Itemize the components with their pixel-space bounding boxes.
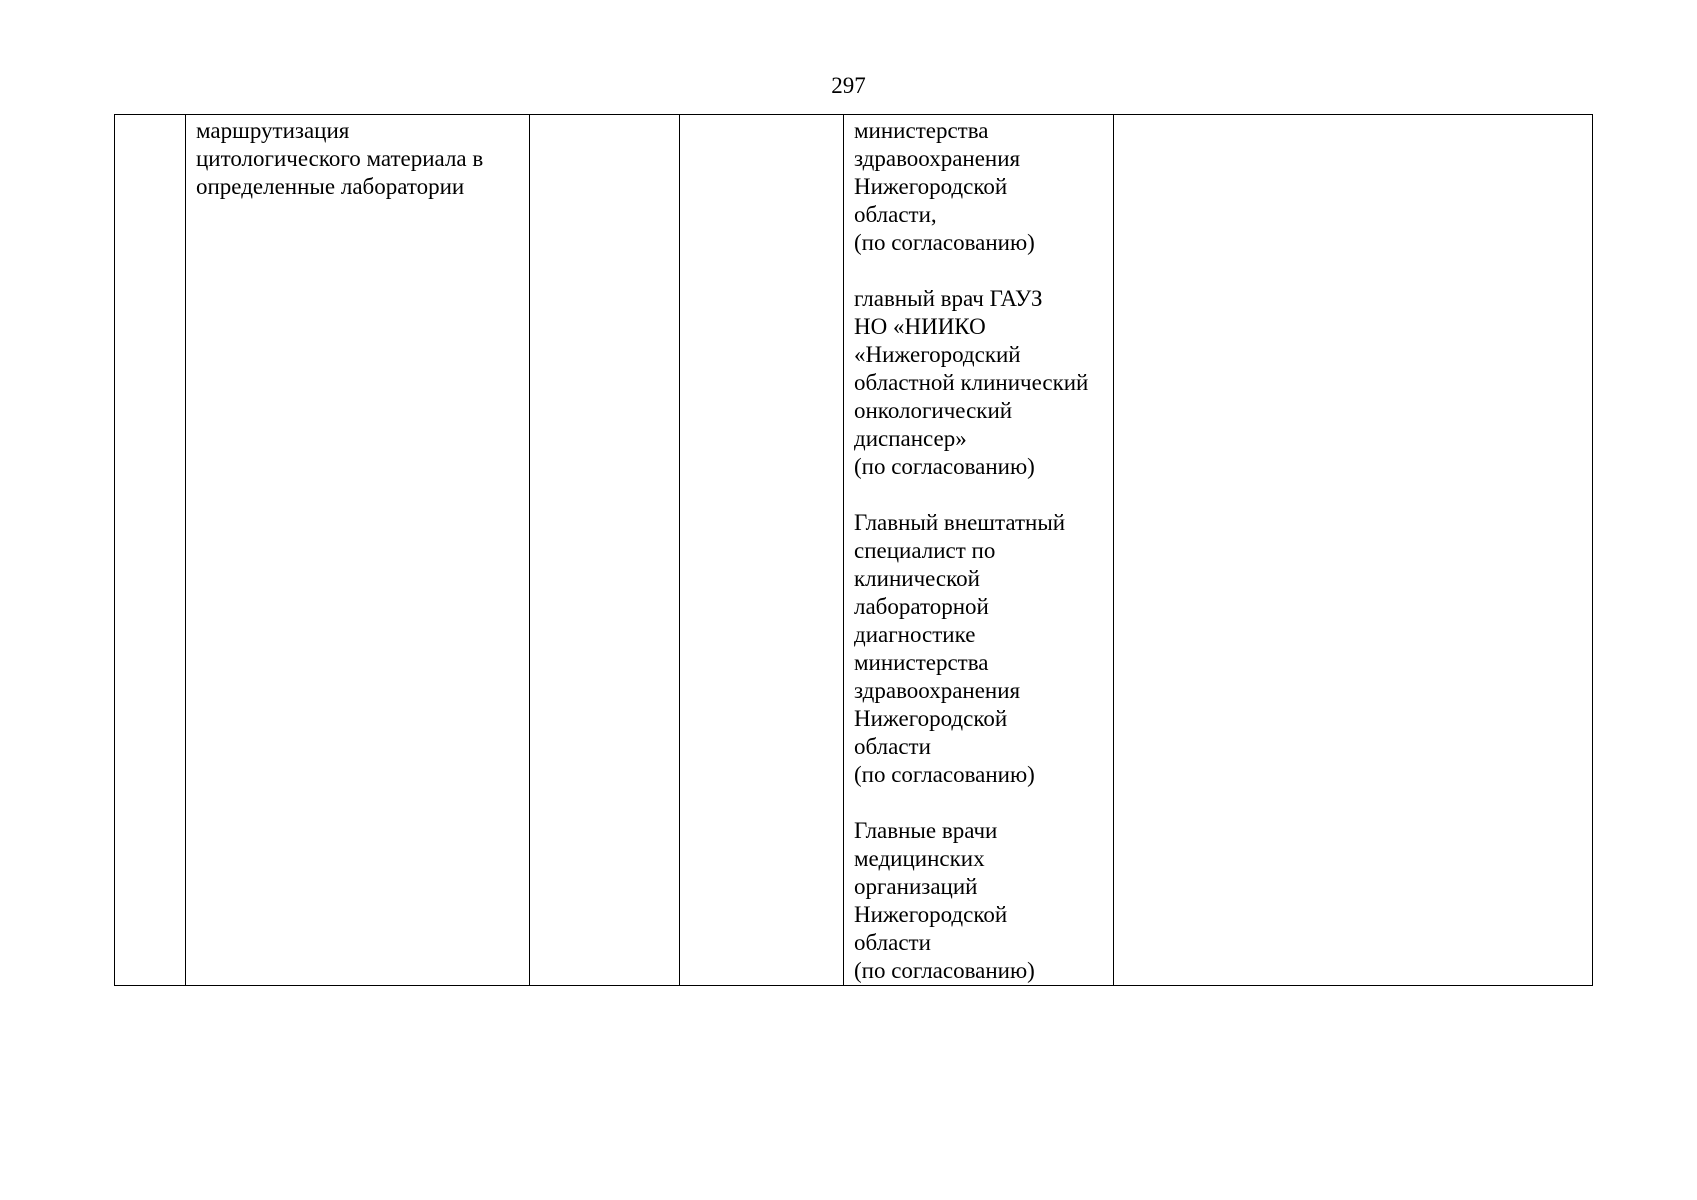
cell-result bbox=[1114, 115, 1593, 986]
page-number: 297 bbox=[831, 73, 866, 98]
cell-measure bbox=[186, 115, 530, 986]
cell-number bbox=[115, 115, 186, 986]
cell-responsible-text: министерства здравоохранения Нижегородской области, (по согласованию) главный врач ГАУЗ НО «НИИКО «Нижегородский областной клинический онкологический диспансер» (по согласованию) Главный внештатный специалист по клинической лабораторной диагностике министерства здравоохранения Нижегородской области (по согласованию) Главные врачи медицинских организаций Нижегородской области (по согласованию) bbox=[854, 118, 1089, 983]
measures-table bbox=[114, 114, 1593, 986]
cell-end-date bbox=[680, 115, 844, 986]
cell-start-date bbox=[530, 115, 680, 986]
table-row bbox=[115, 115, 1593, 986]
cell-responsible bbox=[844, 115, 1114, 986]
cell-measure-text: маршрутизация цитологического материала в определенные лаборатории bbox=[196, 118, 484, 199]
